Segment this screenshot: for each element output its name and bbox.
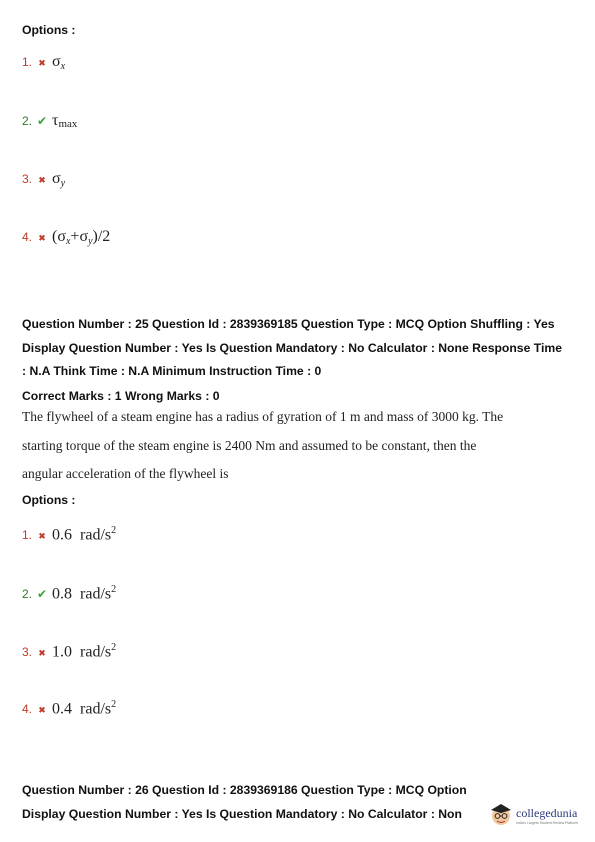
option-number: 3.: [22, 645, 33, 660]
option-number: 1.: [22, 528, 33, 543]
cross-icon: ✖: [38, 705, 46, 716]
option-number: 3.: [22, 172, 33, 186]
options-label: Options :: [22, 23, 76, 37]
question-header-line: : N.A Think Time : N.A Minimum Instruction Time : 0: [22, 364, 322, 378]
logo-name: collegedunia: [516, 805, 578, 820]
question-text-line: angular acceleration of the flywheel is: [22, 466, 229, 481]
option-value: 1.0 rad/$s^2$: [52, 642, 117, 661]
option-2: [22, 112, 77, 130]
question-header-line: Question Number : 26 Question Id : 2839369186 Question Type : MCQ Option: [22, 783, 467, 797]
cross-icon: ✖: [38, 58, 46, 68]
mascot-logo-icon: [488, 801, 514, 829]
option-3: [22, 642, 116, 661]
question-text-line: starting torque of the steam engine is 2400 Nm and assumed to be constant, then the: [22, 438, 477, 453]
option-formula: $\sigma_y$: [52, 170, 66, 189]
question-text-line: The flywheel of a steam engine has a radius of gyration of 1 m and mass of 3000 kg. The: [22, 409, 504, 424]
option-4: [22, 228, 110, 247]
question-header-line: Question Number : 25 Question Id : 2839369185 Question Type : MCQ Option Shuffling : Yes: [22, 317, 555, 331]
option-value: 0.6 rad/$s^2$: [52, 525, 117, 544]
option-formula: $\sigma_x$: [52, 53, 66, 72]
logo-tagline: India's Largest Student Review Platform: [516, 820, 579, 825]
option-3: [22, 170, 65, 189]
check-icon: ✔: [36, 114, 48, 128]
option-formula: τmax: [52, 112, 78, 130]
check-icon: ✔: [36, 587, 48, 602]
question-header-line: Display Question Number : Yes Is Question Mandatory : No Calculator : None Response Time: [22, 341, 562, 355]
option-number: 4.: [22, 702, 33, 717]
options-label: Options :: [22, 493, 76, 507]
question-header-line: Display Question Number : Yes Is Question Mandatory : No Calculator : Non: [22, 807, 462, 821]
option-1: [22, 525, 116, 544]
option-4: [22, 699, 116, 718]
marks-line: Correct Marks : 1 Wrong Marks : 0: [22, 389, 220, 403]
cross-icon: ✖: [38, 648, 46, 659]
option-number: 2.: [22, 587, 33, 602]
cross-icon: ✖: [38, 175, 46, 185]
option-number: 4.: [22, 230, 33, 244]
option-value: 0.4 rad/$s^2$: [52, 699, 117, 718]
option-2: [22, 584, 116, 603]
option-1: [22, 53, 65, 72]
collegedunia-watermark: [488, 799, 592, 831]
option-value: 0.8 rad/$s^2$: [52, 584, 117, 603]
cross-icon: ✖: [38, 233, 46, 243]
option-formula: $(\sigma_x+\sigma_y)/2$: [52, 228, 111, 247]
cross-icon: ✖: [38, 531, 46, 542]
option-number: 1.: [22, 55, 33, 69]
option-number: 2.: [22, 114, 33, 128]
